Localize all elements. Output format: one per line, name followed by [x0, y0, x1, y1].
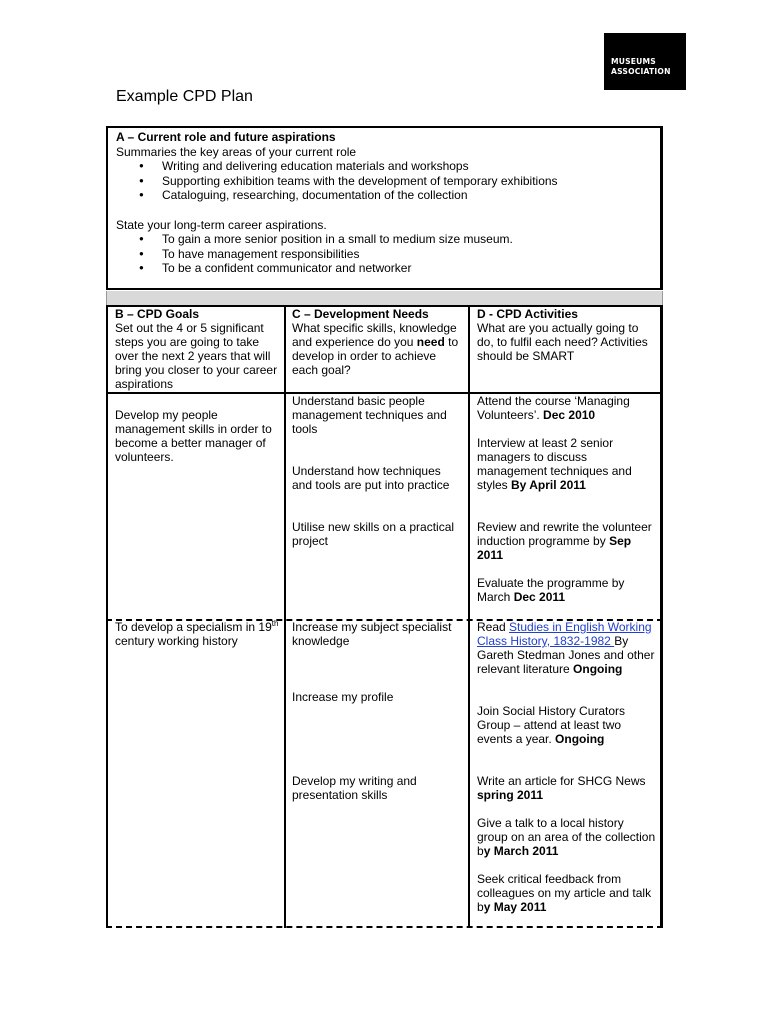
row2-activity-3: Write an article for SHCG News spring 2011 — [477, 774, 646, 802]
logo-line-2: ASSOCIATION — [611, 67, 671, 76]
row2-need-3: Develop my writing and presentation skills — [292, 774, 417, 802]
role-item: ● Cataloguing, researching, documentation of the collection — [116, 188, 660, 203]
row1-goal: Develop my people management skills in order to become a better manager of volunteers. — [115, 408, 272, 464]
aspiration-item: ● To have management responsibilities — [116, 247, 660, 262]
museums-association-logo — [604, 33, 686, 90]
section-a-current-role — [106, 126, 663, 290]
table-bottom-dashed — [106, 926, 663, 928]
row2-activity-read: Read Studies in English Working Class History, 1832-1982 By Gareth Stedman Jones and other relevant literature Ongoing — [477, 620, 655, 676]
row1-activity-3: Review and rewrite the volunteer induction programme by Sep 2011 — [477, 520, 652, 562]
row2-need-2: Increase my profile — [292, 690, 394, 704]
role-list — [116, 159, 660, 203]
book-title-link[interactable]: Studies in English Working Class History, 1832-1982 — [477, 620, 652, 648]
column-b-description: Set out the 4 or 5 significant steps you are going to take over the next 2 years that will bring you closer to your career aspirations — [115, 321, 278, 391]
section-a-heading: A – Current role and future aspirations — [116, 130, 336, 144]
row2-need-1: Increase my subject specialist knowledge — [292, 620, 452, 648]
column-b-heading: B – CPD Goals — [115, 307, 200, 321]
column-divider-cd — [468, 305, 470, 928]
row1-activity-4: Evaluate the programme by March Dec 2011 — [477, 576, 625, 604]
column-divider-bc — [284, 305, 286, 928]
row2-activity-5: Seek critical feedback from colleagues on my article and talk by May 2011 — [477, 872, 652, 914]
role-item: ● Supporting exhibition teams with the development of temporary exhibitions — [116, 174, 660, 189]
aspiration-item: ● To gain a more senior position in a small to medium size museum. — [116, 232, 660, 247]
aspiration-item: ● To be a confident communicator and networker — [116, 261, 660, 276]
role-item: ● Writing and delivering education materials and workshops — [116, 159, 660, 174]
row1-activity-1: Attend the course ‘Managing Volunteers’. Dec 2010 — [477, 394, 630, 422]
row1-need-1: Understand basic people management techniques and tools — [292, 394, 447, 436]
row2-activity-4: Give a talk to a local history group on an area of the collection by March 2011 — [477, 816, 656, 858]
column-d-header — [477, 307, 657, 363]
row1-activity-2: Interview at least 2 senior managers to discuss management techniques and styles By April 2011 — [477, 436, 632, 492]
column-c-header — [292, 307, 464, 377]
column-d-description: What are you actually going to do, to fulfil each need? Activities should be SMART — [477, 321, 648, 363]
aspirations-intro: State your long-term career aspirations. — [116, 217, 327, 232]
table-border-right — [660, 305, 663, 928]
section-divider-band — [106, 291, 663, 305]
row1-need-3: Utilise new skills on a practical project — [292, 520, 455, 548]
column-b-header — [115, 307, 281, 391]
column-c-description: What specific skills, knowledge and experience do you need to develop in order to achieve each goal? — [292, 321, 459, 377]
row2-activity-2: Join Social History Curators Group – attend at least two events a year. Ongoing — [477, 704, 626, 746]
page-title: Example CPD Plan — [116, 88, 253, 105]
column-d-heading: D - CPD Activities — [477, 307, 578, 321]
row1-need-2: Understand how techniques and tools are put into practice — [292, 464, 450, 492]
section-a-intro: Summaries the key areas of your current role — [116, 144, 357, 159]
row2-goal: To develop a specialism in 19th century working history — [115, 619, 279, 648]
aspiration-list — [116, 232, 660, 276]
column-c-heading: C – Development Needs — [292, 307, 429, 321]
logo-line-1: MUSEUMS — [611, 57, 656, 66]
table-border-left — [106, 305, 108, 928]
